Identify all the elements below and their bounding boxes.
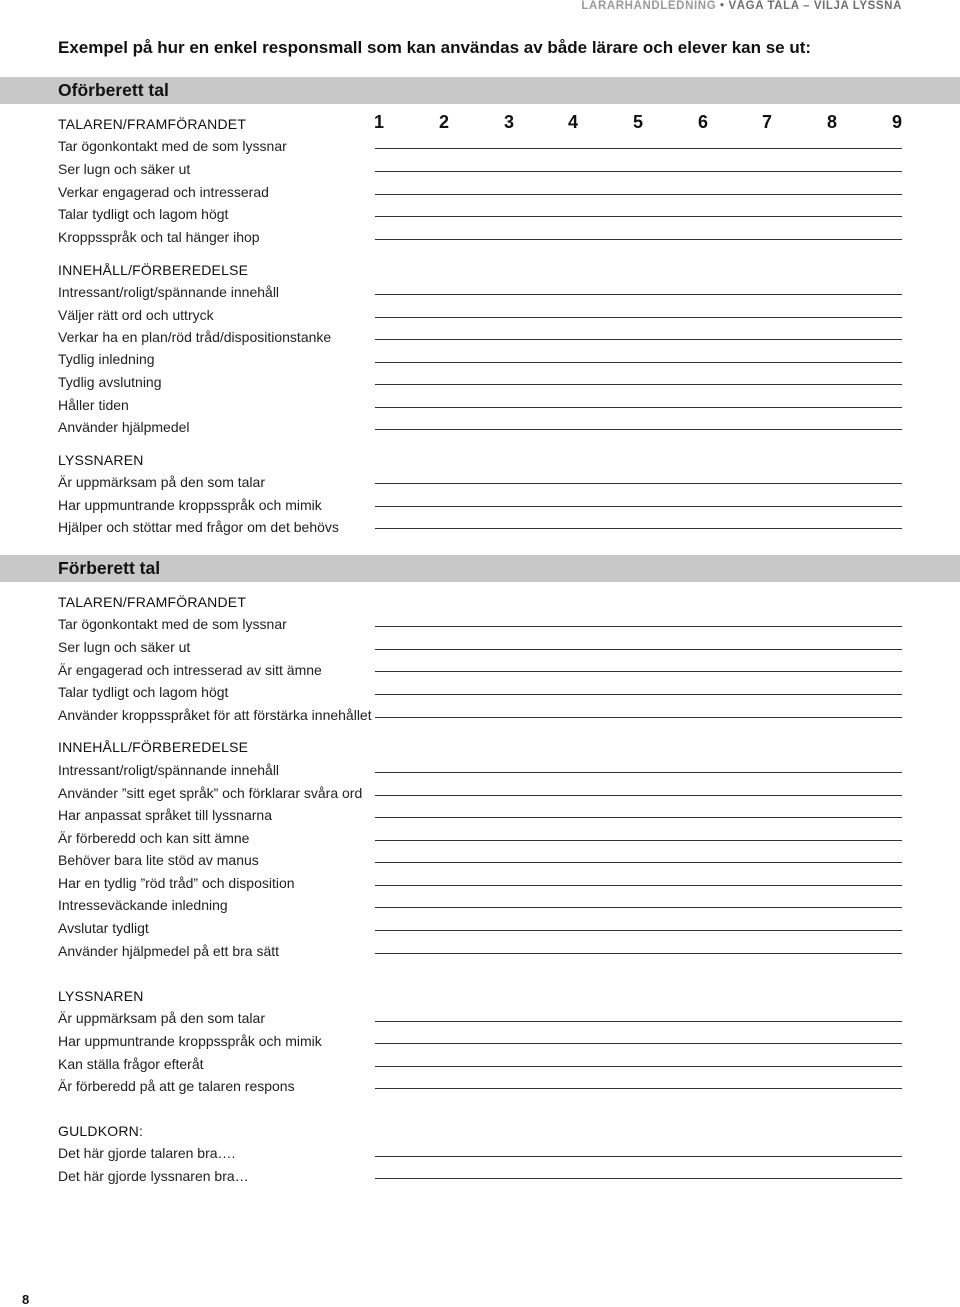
scale-8: 8 <box>826 112 837 132</box>
group-heading: TALAREN/FRAMFÖRANDET <box>58 594 247 610</box>
criterion-item: Är engagerad och intresserad av sitt ämne <box>58 662 322 678</box>
rating-line[interactable] <box>375 795 902 796</box>
criterion-item: Har uppmuntrande kroppsspråk och mimik <box>58 497 322 513</box>
rating-line[interactable] <box>375 239 902 240</box>
header-separator: • <box>720 0 725 12</box>
criterion-item: Har en tydlig ”röd tråd” och disposition <box>58 875 295 891</box>
criterion-item: Hjälper och stöttar med frågor om det behövs <box>58 519 339 535</box>
criterion-item: Använder ”sitt eget språk” och förklarar svåra ord <box>58 785 363 801</box>
scale-2: 2 <box>438 112 449 132</box>
rating-line[interactable] <box>375 885 902 886</box>
rating-line[interactable] <box>375 626 902 627</box>
rating-line[interactable] <box>375 483 902 484</box>
criterion-item: Är uppmärksam på den som talar <box>58 474 265 490</box>
criterion-item: Intressant/roligt/spännande innehåll <box>58 762 280 778</box>
section-band-prepared <box>0 555 960 582</box>
criterion-item: Tydlig avslutning <box>58 374 162 390</box>
criterion-item: Talar tydligt och lagom högt <box>58 206 229 222</box>
criterion-item: Använder kroppsspråket för att förstärka innehållet <box>58 707 372 723</box>
rating-line[interactable] <box>375 717 902 718</box>
rating-line[interactable] <box>375 171 902 172</box>
criterion-item: Verkar engagerad och intresserad <box>58 184 269 200</box>
criterion-item: Avslutar tydligt <box>58 920 149 936</box>
group-heading: INNEHÅLL/FÖRBEREDELSE <box>58 262 249 278</box>
rating-line[interactable] <box>375 148 902 149</box>
criterion-item: Håller tiden <box>58 397 129 413</box>
criterion-item: Tar ögonkontakt med de som lyssnar <box>58 616 287 632</box>
criterion-item: Intresseväckande inledning <box>58 897 228 913</box>
group-heading: LYSSNAREN <box>58 988 144 1004</box>
criterion-item: Använder hjälpmedel <box>58 419 190 435</box>
scale-1: 1 <box>373 112 384 132</box>
criterion-item: Kroppsspråk och tal hänger ihop <box>58 229 260 245</box>
series-label: LÄRARHANDLEDNING <box>581 0 717 12</box>
section-band-unprepared <box>0 77 960 104</box>
rating-line[interactable] <box>375 362 902 363</box>
criterion-item: Ser lugn och säker ut <box>58 161 191 177</box>
rating-line[interactable] <box>375 194 902 195</box>
criterion-item: Väljer rätt ord och uttryck <box>58 307 214 323</box>
criterion-item: Intressant/roligt/spännande innehåll <box>58 284 280 300</box>
criterion-item: Använder hjälpmedel på ett bra sätt <box>58 943 280 959</box>
criterion-item: Talar tydligt och lagom högt <box>58 684 229 700</box>
scale-5: 5 <box>632 112 643 132</box>
section-title: Förberett tal <box>58 558 161 578</box>
rating-line[interactable] <box>375 1066 902 1067</box>
rating-line[interactable] <box>375 506 902 507</box>
rating-line[interactable] <box>375 862 902 863</box>
group-heading: LYSSNAREN <box>58 452 144 468</box>
rating-line[interactable] <box>375 694 902 695</box>
rating-line[interactable] <box>375 817 902 818</box>
rating-line[interactable] <box>375 1088 902 1089</box>
scale-4: 4 <box>567 112 578 132</box>
criterion-item: Är uppmärksam på den som talar <box>58 1010 265 1026</box>
rating-line[interactable] <box>375 930 902 931</box>
criterion-item: Har uppmuntrande kroppsspråk och mimik <box>58 1033 322 1049</box>
writing-line[interactable] <box>375 1156 902 1157</box>
criterion-item: Behöver bara lite stöd av manus <box>58 852 259 868</box>
scale-6: 6 <box>697 112 708 132</box>
scale-7: 7 <box>761 112 772 132</box>
criterion-item: Ser lugn och säker ut <box>58 639 191 655</box>
guldkorn-item: Det här gjorde talaren bra…. <box>58 1145 236 1161</box>
rating-line[interactable] <box>375 840 902 841</box>
criterion-item: Tar ögonkontakt med de som lyssnar <box>58 138 287 154</box>
rating-line[interactable] <box>375 772 902 773</box>
criterion-item: Har anpassat språket till lyssnarna <box>58 807 272 823</box>
criterion-item: Kan ställa frågor efteråt <box>58 1056 204 1072</box>
page-number: 8 <box>22 1292 30 1307</box>
rating-line[interactable] <box>375 528 902 529</box>
criterion-item: Verkar ha en plan/röd tråd/dispositionstanke <box>58 329 332 345</box>
scale-3: 3 <box>503 112 514 132</box>
criterion-item: Är förberedd på att ge talaren respons <box>58 1078 295 1094</box>
rating-line[interactable] <box>375 1043 902 1044</box>
intro-text: Exempel på hur en enkel responsmall som kan användas av både lärare och elever kan se ut: <box>58 38 812 57</box>
rating-line[interactable] <box>375 216 902 217</box>
rating-line[interactable] <box>375 339 902 340</box>
rating-line[interactable] <box>375 384 902 385</box>
rating-line[interactable] <box>375 649 902 650</box>
running-header <box>581 0 902 12</box>
writing-line[interactable] <box>375 1178 902 1179</box>
rating-scale <box>367 112 914 134</box>
criterion-item: Är förberedd och kan sitt ämne <box>58 830 250 846</box>
rating-line[interactable] <box>375 429 902 430</box>
criterion-item: Tydlig inledning <box>58 351 155 367</box>
rating-line[interactable] <box>375 907 902 908</box>
rating-line[interactable] <box>375 1021 902 1022</box>
rating-line[interactable] <box>375 671 902 672</box>
rating-line[interactable] <box>375 294 902 295</box>
rating-line[interactable] <box>375 407 902 408</box>
group-heading: INNEHÅLL/FÖRBEREDELSE <box>58 739 249 755</box>
section-title: Oförberett tal <box>58 80 169 100</box>
scale-9: 9 <box>891 112 902 132</box>
rating-line[interactable] <box>375 953 902 954</box>
guldkorn-heading: GULDKORN: <box>58 1123 144 1139</box>
rating-line[interactable] <box>375 317 902 318</box>
guldkorn-item: Det här gjorde lyssnaren bra… <box>58 1168 249 1184</box>
book-title: VÅGA TALA – VILJA LYSSNA <box>728 0 902 12</box>
group-heading: TALAREN/FRAMFÖRANDET <box>58 116 247 132</box>
